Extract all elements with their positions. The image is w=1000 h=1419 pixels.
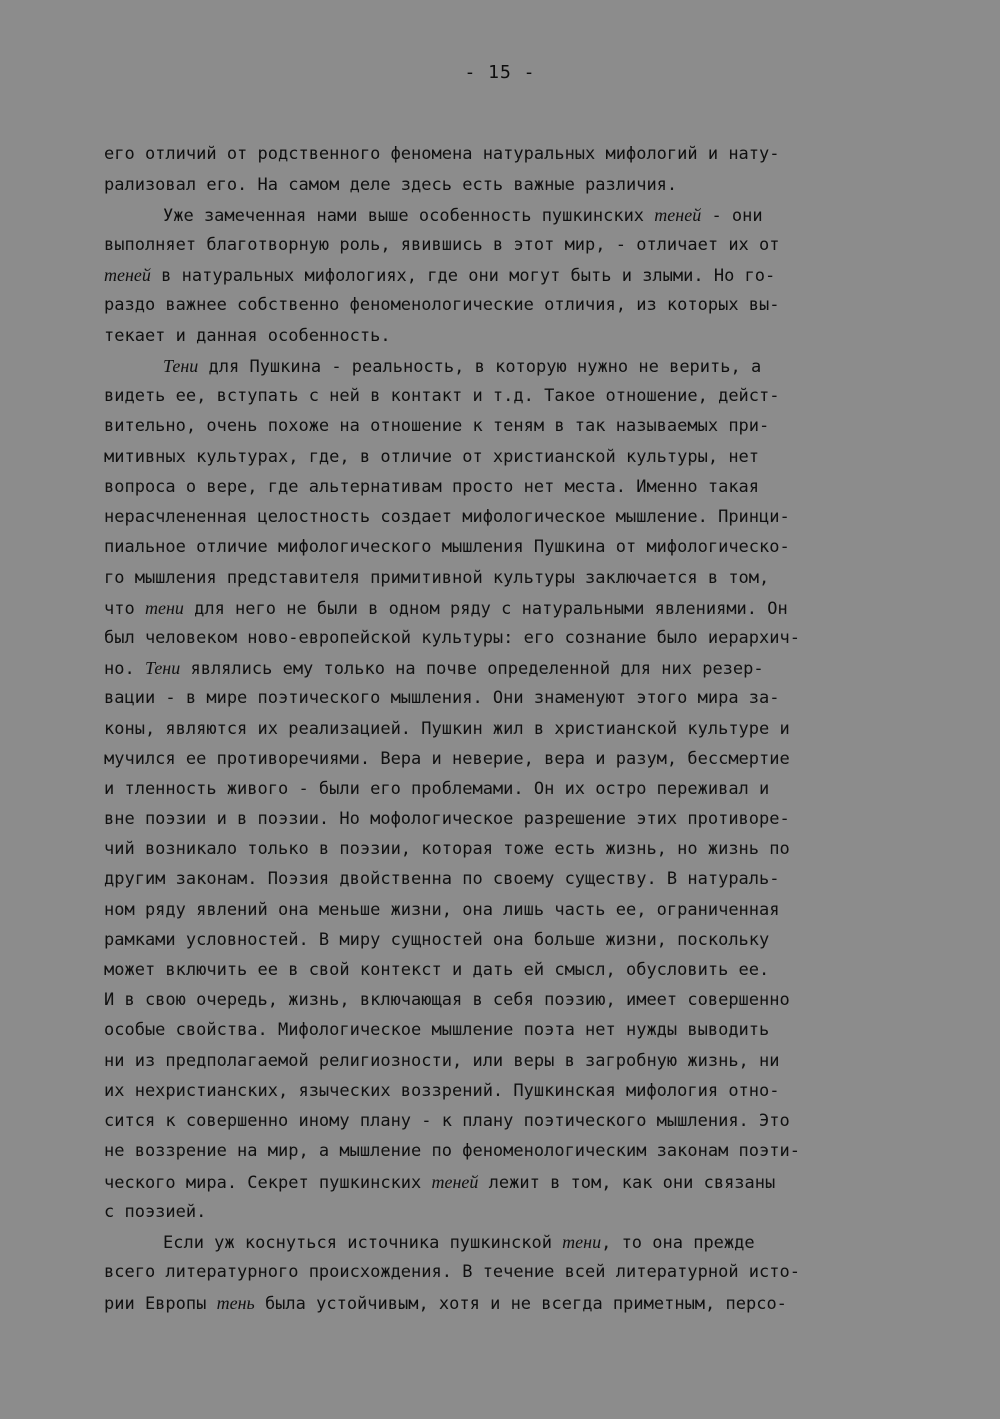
text-line [104,776,769,802]
text-segment: Уже замеченная нами выше особенность пушкинских [163,206,655,226]
italic-word: теней [431,1172,479,1192]
italic-word: тени [144,598,184,618]
text-line [104,685,780,711]
text-line [104,625,800,651]
text-line [104,262,775,288]
text-line [104,987,790,1013]
text-line [104,1017,769,1043]
text-segment: ни из предполагаемой религиозности, или веры в загробную жизнь, ни [104,1051,780,1071]
text-line [104,565,769,591]
text-line [104,595,788,621]
text-segment: вопроса о вере, где альтернативам просто нет места. Именно такая [104,477,760,497]
text-line [104,1199,206,1225]
text-segment: чий возникало только в поэзии, которая тоже есть жизнь, но жизнь по [104,839,790,859]
italic-word: Тени [163,356,199,376]
text-segment: что [104,599,145,619]
text-segment: для Пушкина - реальность, в которую нужно не верить, а [198,357,762,377]
text-line [163,353,761,379]
text-segment: митивных культурах, где, в отличие от христианской культуры, нет [104,447,760,467]
text-segment: вне поэзии и в поэзии. Но мофологическое разрешение этих противоре- [104,809,790,829]
text-line [163,1229,755,1255]
text-segment: раздо важнее собственно феноменологические отличия, из которых вы- [104,295,780,315]
text-line [104,444,759,470]
text-segment: был человеком ново-европейской культуры: его сознание было иерархич- [104,628,800,648]
text-line [104,504,790,530]
text-segment: может включить ее в свой контекст и дать ей смысл, обусловить ее. [104,960,770,980]
text-line [104,1169,775,1195]
text-segment: рии Европы [104,1294,217,1314]
text-segment: не воззрение на мир, а мышление по феноменологическим законам поэти- [104,1141,800,1161]
text-line [104,383,780,409]
page-number: - 15 - [464,62,536,83]
text-segment: - они [701,206,763,226]
text-segment: с поэзией. [104,1202,207,1222]
text-segment: нерасчлененная целостность создает мифологическое мышление. Принци- [104,507,790,527]
italic-word: теней [104,265,151,285]
text-line [104,1259,800,1285]
text-line [163,202,763,228]
text-line [104,836,790,862]
text-segment: го мышления представителя примитивной культуры заключается в том, [104,568,770,588]
text-line [104,323,391,349]
text-line [104,897,780,923]
text-segment: рамками условностей. В миру сущностей она больше жизни, поскольку [104,930,770,950]
text-segment: Если уж коснуться источника пушкинской [163,1233,563,1253]
text-segment: ном ряду явлений она меньше жизни, она лишь часть ее, ограниченная [104,900,780,920]
text-segment: видеть ее, вступать с ней в контакт и т.д. Такое отношение, дейст- [104,386,780,406]
text-line [104,1290,787,1316]
text-segment: другим законам. Поэзия двойственна по своему существу. В натураль- [104,869,780,889]
text-line [104,957,769,983]
text-segment: текает и данная особенность. [104,326,391,346]
text-segment: мучился ее противоречиями. Вера и неверие, вера и разум, бессмертие [104,749,790,769]
text-line [104,927,769,953]
text-line [104,866,780,892]
text-segment: лежит в том, как они связаны [478,1173,776,1193]
text-segment: его отличий от родственного феномена натуральных мифологий и нату- [104,144,780,164]
text-segment: И в свою очередь, жизнь, включающая в себя поэзию, имеет совершенно [104,990,790,1010]
text-segment: но. [104,659,145,679]
text-segment: была устойчивым, хотя и не всегда приметным, персо- [254,1294,787,1314]
text-segment: ческого мира. Секрет пушкинских [104,1173,432,1193]
text-line [104,141,780,167]
italic-word: теней [654,205,702,225]
text-line [104,474,759,500]
text-line [104,1108,790,1134]
text-segment: выполняет благотворную роль, явившись в этот мир, - отличает их от [104,235,780,255]
text-segment: вительно, очень похоже на отношение к теням в так называемых при- [104,416,770,436]
italic-word: тень [216,1293,255,1313]
text-segment: для него не были в одном ряду с натуральными явлениями. Он [183,599,788,619]
italic-word: тени [562,1232,602,1252]
text-line [104,413,769,439]
text-line [104,806,790,832]
text-segment: в натуральных мифологиях, где они могут быть и злыми. Но го- [150,266,776,286]
text-line [104,232,780,258]
text-segment: вации - в мире поэтического мышления. Они знаменуют этого мира за- [104,688,780,708]
text-line [104,655,764,681]
text-segment: , то она прежде [601,1233,755,1253]
text-segment: коны, являются их реализацией. Пушкин жил в христианской культуре и [104,719,790,739]
text-segment: рализовал его. На самом деле здесь есть важные различия. [104,175,678,195]
text-line [104,1048,780,1074]
text-line [104,1078,780,1104]
text-line [104,534,790,560]
text-segment: всего литературного происхождения. В течение всей литературной исто- [104,1262,800,1282]
text-segment: особые свойства. Мифологическое мышление поэта нет нужды выводить [104,1020,770,1040]
text-line [104,292,780,318]
text-line [104,172,677,198]
text-segment: сится к совершенно иному плану - к плану поэтического мышления. Это [104,1111,790,1131]
text-line [104,1138,800,1164]
italic-word: Тени [144,658,181,678]
text-segment: их нехристианских, языческих воззрений. Пушкинская мифология отно- [104,1081,780,1101]
text-line [104,716,790,742]
text-segment: пиальное отличие мифологического мышления Пушкина от мифологическо- [104,537,790,557]
text-line [104,746,790,772]
text-segment: и тленность живого - были его проблемами. Он их остро переживал и [104,779,770,799]
text-segment: являлись ему только на почве определенной для них резер- [180,659,764,679]
